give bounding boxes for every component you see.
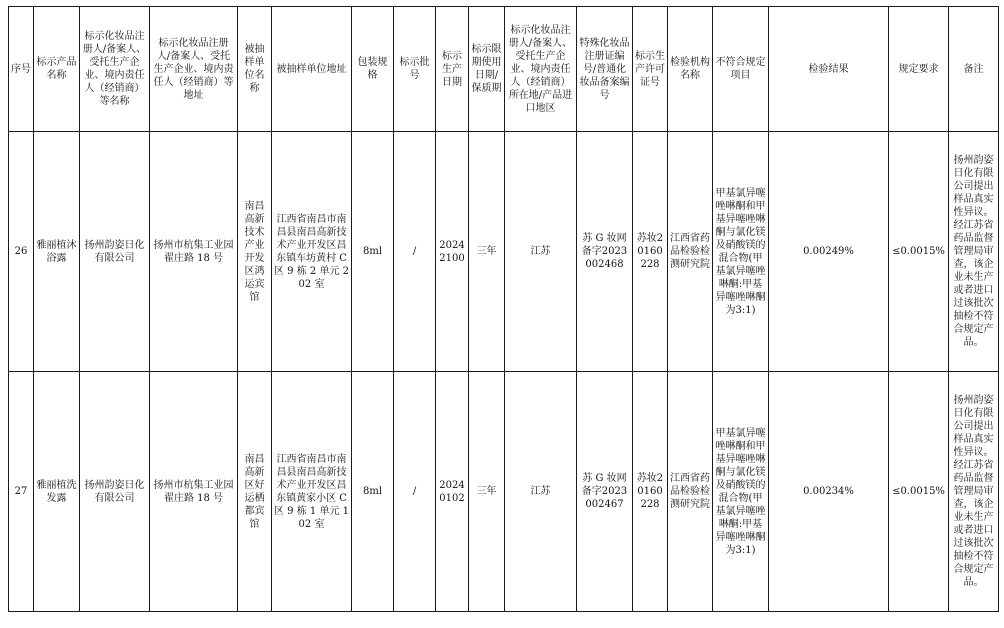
header-registrant-address: 标示化妆品注册人/备案人、受托生产企业、境内责任人（经销商）等地址 — [150, 7, 238, 132]
inspection-results-table — [8, 6, 999, 612]
cell-no: 26 — [9, 132, 34, 372]
cell-registrant-name: 扬州韵姿日化有限公司 — [80, 372, 150, 612]
cell-shelf-life: 三年 — [469, 372, 505, 612]
cell-region: 江苏 — [505, 372, 577, 612]
cell-production-date: 20240102 — [436, 372, 469, 612]
header-filing-no: 特殊化妆品注册证编号/普通化妆品备案编号 — [577, 7, 633, 132]
cell-requirement: ≤0.0015% — [889, 132, 949, 372]
header-row — [9, 7, 999, 132]
cell-sampled-unit: 南昌高新技术产业开发区鸿运宾馆 — [238, 132, 272, 372]
header-remark: 备注 — [949, 7, 999, 132]
header-license-no: 标示生产许可证号 — [633, 7, 668, 132]
header-product: 标示产品名称 — [34, 7, 80, 132]
cell-filing-no: 苏 G 妆网备字2023002468 — [577, 132, 633, 372]
cell-inspection-org: 江西省药品检验检测研究院 — [668, 372, 713, 612]
cell-sampled-unit: 南昌高新区好运栖都宾馆 — [238, 372, 272, 612]
header-registrant-name: 标示化妆品注册人/备案人、受托生产企业、境内责任人（经销商）等名称 — [80, 7, 150, 132]
header-sampled-address: 被抽样单位地址 — [272, 7, 352, 132]
cell-region: 江苏 — [505, 132, 577, 372]
header-no: 序号 — [9, 7, 34, 132]
cell-batch: / — [394, 132, 436, 372]
cell-nonconforming-item: 甲基氯异噻唑啉酮和甲基异噻唑啉酮与氯化镁及硝酸镁的混合物(甲基氯异噻唑啉酮:甲基异噻唑啉酮为3:1) — [713, 132, 769, 372]
cell-remark: 扬州韵姿日化有限公司提出样品真实性异议。经江苏省药品监督管理局审查，该企业未生产或者进口过该批次抽检不符合规定产品。 — [949, 132, 999, 372]
cell-result: 0.00249% — [769, 132, 889, 372]
table-row — [9, 132, 999, 372]
cell-result: 0.00234% — [769, 372, 889, 612]
header-sampled-unit: 被抽样单位名称 — [238, 7, 272, 132]
header-package: 包装规格 — [352, 7, 394, 132]
cell-remark: 扬州韵姿日化有限公司提出样品真实性异议。经江苏省药品监督管理局审查，该企业未生产或者进口过该批次抽检不符合规定产品。 — [949, 372, 999, 612]
table-row — [9, 372, 999, 612]
cell-batch: / — [394, 372, 436, 612]
header-batch: 标示批号 — [394, 7, 436, 132]
header-inspection-org: 检验机构名称 — [668, 7, 713, 132]
header-result: 检验结果 — [769, 7, 889, 132]
cell-product: 雅丽植沐浴露 — [34, 132, 80, 372]
cell-shelf-life: 三年 — [469, 132, 505, 372]
cell-package: 8ml — [352, 132, 394, 372]
header-shelf-life: 标示限期使用日期/保质期 — [469, 7, 505, 132]
cell-sampled-address: 江西省南昌市南昌县南昌高新技术产业开发区昌东镇黄家小区 C 区 9 栋 1 单元 102 室 — [272, 372, 352, 612]
header-nonconforming-item: 不符合规定项目 — [713, 7, 769, 132]
header-production-date: 标示生产日期 — [436, 7, 469, 132]
cell-product: 雅丽植洗发露 — [34, 372, 80, 612]
cell-sampled-address: 江西省南昌市南昌县南昌高新技术产业开发区昌东镇车坊黄村 C 区 9 栋 2 单元 202 室 — [272, 132, 352, 372]
cell-filing-no: 苏 G 妆网备字2023002467 — [577, 372, 633, 612]
cell-registrant-name: 扬州韵姿日化有限公司 — [80, 132, 150, 372]
cell-no: 27 — [9, 372, 34, 612]
cell-nonconforming-item: 甲基氯异噻唑啉酮和甲基异噻唑啉酮与氯化镁及硝酸镁的混合物(甲基氯异噻唑啉酮:甲基异噻唑啉酮为3:1) — [713, 372, 769, 612]
header-region: 标示化妆品注册人/备案人、受托生产企业、境内责任人（经销商）所在地/产品进口地区 — [505, 7, 577, 132]
cell-production-date: 20242100 — [436, 132, 469, 372]
cell-license-no: 苏妆20160228 — [633, 372, 668, 612]
cell-package: 8ml — [352, 372, 394, 612]
cell-requirement: ≤0.0015% — [889, 372, 949, 612]
cell-registrant-address: 扬州市杭集工业园翟庄路 18 号 — [150, 132, 238, 372]
cell-license-no: 苏妆20160228 — [633, 132, 668, 372]
cell-registrant-address: 扬州市杭集工业园翟庄路 18 号 — [150, 372, 238, 612]
header-requirement: 规定要求 — [889, 7, 949, 132]
cell-inspection-org: 江西省药品检验检测研究院 — [668, 132, 713, 372]
